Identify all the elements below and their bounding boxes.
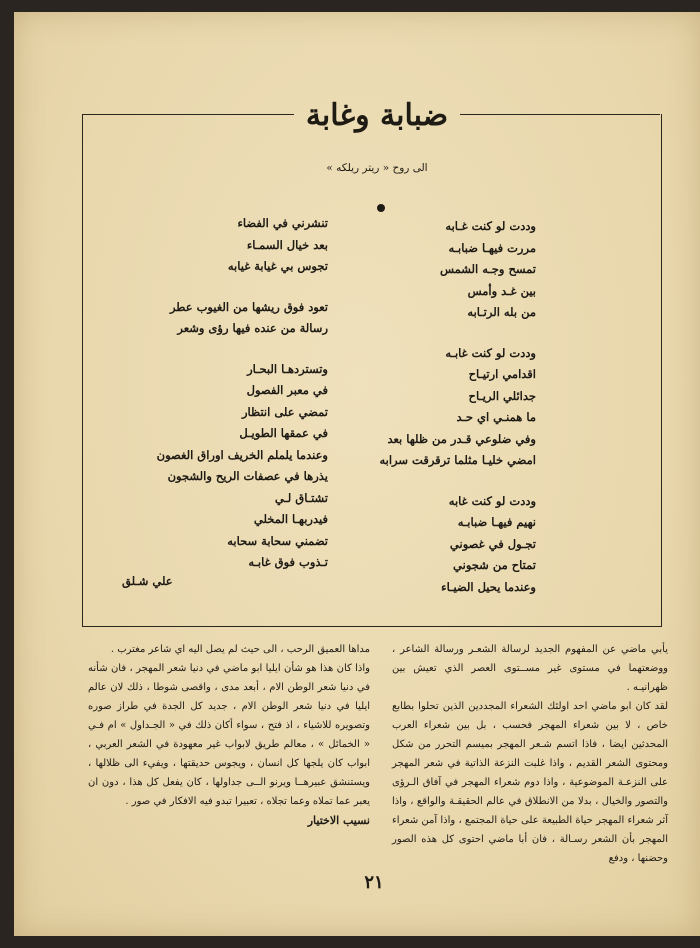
stanza: [88, 359, 328, 574]
verse-line: تمتاح من شجوني: [453, 558, 536, 572]
stanza: [88, 213, 328, 278]
verse-line: وفي ضلوعي قـدر من ظلها بعد: [387, 431, 536, 446]
verse-line: جدائلي الريـاح: [468, 388, 536, 403]
poem-dedication: الى روح « ريتر ريلكه »: [326, 162, 428, 174]
article-right-column: [392, 640, 668, 868]
article-left-column: [88, 640, 370, 830]
magazine-page: [14, 12, 700, 936]
poem-left-column: [88, 213, 328, 574]
page-number: ٢١: [364, 872, 384, 893]
stanza: [296, 343, 536, 472]
verse-line: وعندما يحيل الضيـاء: [441, 579, 536, 594]
verse-line: وددت لو كنت غابـه: [445, 345, 536, 360]
verse-line: وددت لو كنت غـابه: [445, 219, 536, 233]
verse-line: في عمقها الطويـل: [239, 426, 328, 440]
poem-title: ضبابة وغابة: [305, 98, 449, 133]
verse-line: بين غـد وأمس: [467, 283, 536, 298]
verse-line: مررت فيهـا ضبابـه: [448, 240, 536, 255]
verse-line: وددت لو كنت غابه: [448, 493, 536, 508]
verse-line: من بله الرتـابه: [467, 305, 536, 319]
verse-line: وتستردهـا البحـار: [247, 361, 328, 376]
verse-line: وعندما يلملم الخريف اوراق الغصون: [156, 447, 328, 462]
verse-line: تـذوب فوق غابـه: [248, 555, 328, 569]
verse-line: تجوس بي غيابة غيابه: [227, 259, 328, 273]
bullet-dot: [377, 204, 385, 212]
stanza: [296, 491, 536, 599]
verse-line: رسالة من عنده فيها رؤى وشعر: [177, 321, 328, 335]
article-paragraph: يأبي ماضي عن المفهوم الجديد لرسالة الشعـر ورسالة الشاعر ، ووضعتهما في مستوى غير مســتوى العصر الذي تعيش بين ظهرانيـه .: [392, 644, 668, 693]
verse-line: تنشرني في الفضاء: [237, 216, 328, 230]
stanza: [296, 216, 536, 324]
article-paragraph: مداها العميق الرحب ، الى حيث لم يصل اليه اي شاعر مغترب .: [110, 644, 370, 655]
stanza: [88, 297, 328, 340]
verse-line: بعد خيال السمـاء: [246, 237, 328, 252]
article-paragraph: واذا كان هذا هو شأن ايليا ابو ماضي في دنيا شعر المهجر ، فان شأنه في دنيا شعر الوطن الام ، أبعد مدى ، واقصى شوطا ، ذلك لان عالم ايليا في دنيا شعر الوطن الام ، جديد كل الجدة في طراز صوره وتصويره للاشياء ، اذ فتح ، سواء أكان ذلك في « الجـداول » ام فـي « الخمائل » ، معالم طريق لابواب غير معهودة في الشعر العربي ، ابواب كان يلجها كل انسان ، ويجوس حديقتها ، ويفيء الى ظلالها ، ويستنشق عبيرهــا ويرنو الــى جداولها ، كان يفعل كل هذا ، دون ان يعبر عما تملاه وعما تجلاه ، تعبيرا تبدو فيه الافكار في صور .: [88, 663, 370, 807]
verse-line: امضي خليـا مثلما ترقرقت سرابه: [379, 453, 536, 467]
verse-line: تجـول في غصوني: [449, 536, 536, 551]
verse-line: يذرها في عصفات الريح والشجون: [167, 469, 328, 483]
verse-line: نهيم فيهـا ضبابـه: [457, 515, 536, 529]
verse-line: تعود فوق ريشها من الغيوب عطر: [169, 299, 328, 314]
verse-line: ما همنـي اي حـد: [456, 410, 536, 424]
article-author: نسيب الاختيار: [307, 814, 370, 827]
poem-signature: علي شـلق: [122, 574, 173, 588]
verse-line: تشتـاق لـي: [274, 490, 328, 505]
verse-line: تمسح وجـه الشمس: [439, 262, 536, 276]
verse-line: اقدامي ارتيـاح: [468, 367, 536, 381]
verse-line: تمضي على انتظار: [241, 404, 328, 419]
poem-right-column: [296, 216, 536, 598]
article-paragraph: لقد كان ابو ماضي احد اولئك الشعراء المجددين الذين تحلوا بطابع خاص ، لا بين شعراء المهجر فحسب ، بل بين شعراء العرب المحدثين ايضا ، فاذا اتسم شـعر المهجر بميسم التحرر من شكل ومحتوى الشعر القديم ، واذا غلبت النزعة الذاتية في شعر المهجر على النزعـة الموضوعية ، واذا دوم شعراء المهجر في آفاق الـرؤى والتصور والخيال ، بدلا من الانطلاق في عالم الحقيقـة والواقع ، واذا آثر شعراء المهجر حياة الطبيعة على حياة المجتمع ، واذا آمن شعراء المهجر بأن الشعر رسـالة ، فان أبا ماضي احتوى كل هذه الصور وحضنها ، ودفع: [392, 701, 668, 864]
verse-line: فيدربهـا المخلي: [253, 512, 328, 526]
verse-line: تضمني سحابة سحابه: [227, 533, 328, 548]
verse-line: في معبر الفصول: [246, 383, 328, 397]
